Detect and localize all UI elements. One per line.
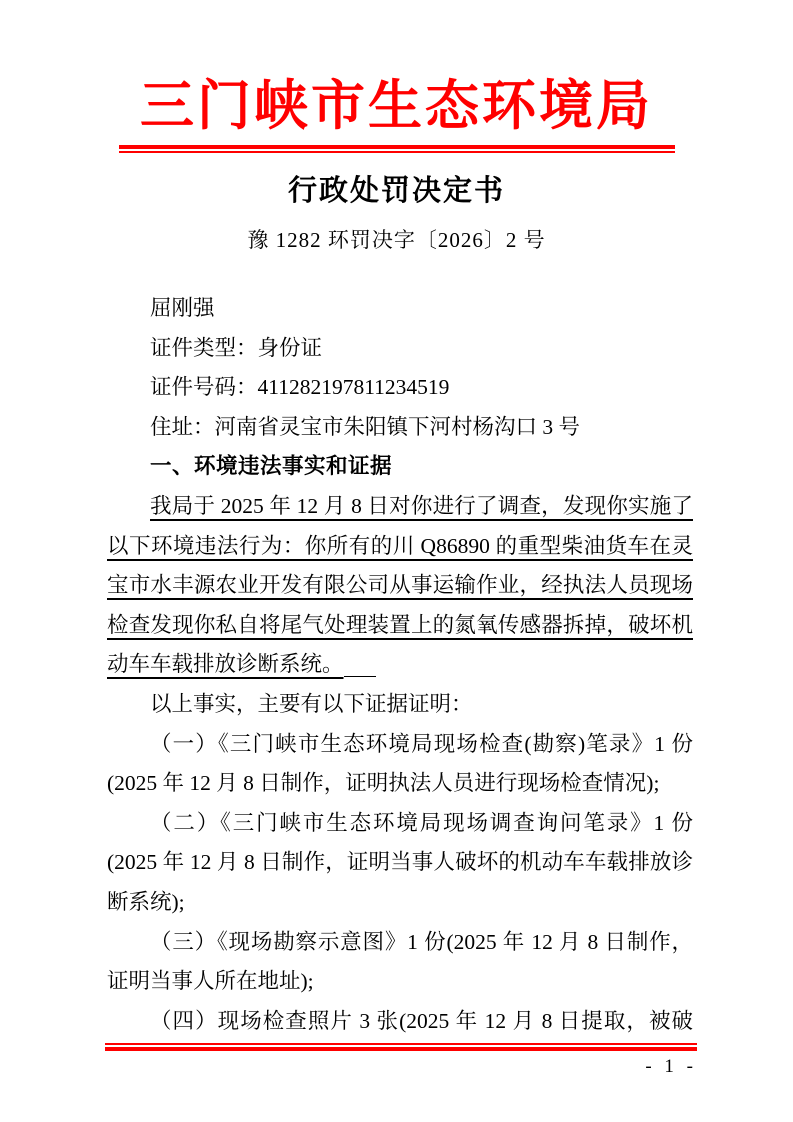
agency-name-title: 三门峡市生态环境局 — [140, 76, 653, 136]
underline-extension — [344, 675, 376, 677]
document-header — [0, 0, 793, 255]
page-number: - 1 - — [645, 1056, 697, 1077]
document-body — [107, 289, 693, 1041]
party-id-type: 证件类型：身份证 — [150, 335, 323, 360]
section-1-heading: 一、环境违法事实和证据 — [150, 454, 393, 479]
facts-paragraph — [107, 487, 693, 685]
party-id-number: 证件号码：411282197811234519 — [150, 375, 450, 400]
footer-divider-thick-line — [105, 1047, 697, 1051]
document-title: 行政处罚决定书 — [287, 175, 505, 207]
party-name: 屈刚强 — [150, 296, 215, 320]
document-footer — [105, 1043, 697, 1079]
document-reference-number: 豫 1282 环罚决字〔2026〕2 号 — [247, 228, 546, 252]
facts-paragraph-text: 我局于 2025 年 12 月 8 日对你进行了调查，发现你实施了以下环境违法行为：你所有的川 Q86890 的重型柴油货车在灵宝市水丰源农业开发有限公司从事运输作业，经执法人员现场检查发现你私自将尾气处理装置上的氮氧传感器拆掉，破坏机动车车载排放诊断系统。 — [107, 493, 693, 677]
evidence-intro: 以上事实，主要有以下证据证明： — [150, 691, 473, 716]
evidence-item-3: （三）《现场勘察示意图》1 份(2025 年 12 月 8 日制作，证明当事人所在地址); — [107, 929, 693, 994]
evidence-item-4: （四）现场检查照片 3 张(2025 年 12 月 8 日提取，被破 — [150, 1008, 693, 1033]
evidence-item-1: （一）《三门峡市生态环境局现场检查(勘察)笔录》1 份(2025 年 12 月 8 日制作，证明执法人员进行现场检查情况); — [107, 731, 693, 796]
header-red-divider — [119, 145, 675, 153]
party-address: 住址：河南省灵宝市朱阳镇下河村杨沟口 3 号 — [150, 414, 581, 439]
evidence-item-2: （二）《三门峡市生态环境局现场调查询问笔录》1 份(2025 年 12 月 8 日制作，证明当事人破坏的机动车车载排放诊断系统); — [107, 810, 693, 914]
header-divider-thin-line — [119, 151, 675, 153]
footer-red-divider — [105, 1043, 697, 1051]
